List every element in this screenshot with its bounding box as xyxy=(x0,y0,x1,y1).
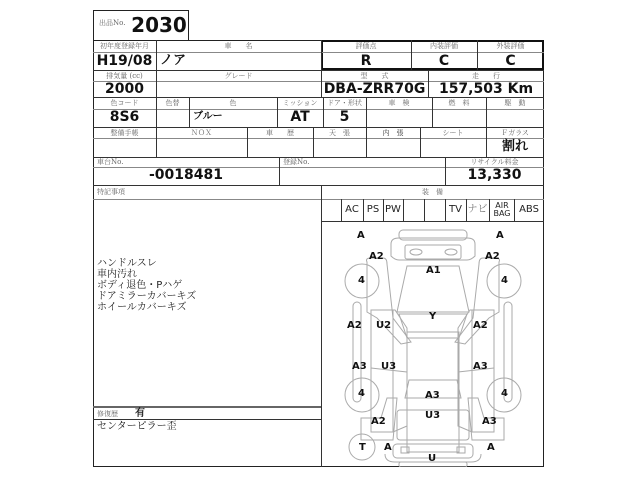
equipment-tv: TV xyxy=(449,204,462,215)
damage-rear-right-wheel: 4 xyxy=(501,388,508,399)
first-reg-label: 初年度登録年月 xyxy=(100,42,149,50)
interior-trim-label: 内 張 xyxy=(382,129,404,137)
interior-grade-value: C xyxy=(438,53,450,69)
recycle-fee-value: 13,330 xyxy=(467,167,522,183)
repair-history-label: 修復歴 xyxy=(97,410,118,418)
fuel-label: 燃 料 xyxy=(448,99,470,107)
damage-rear-left-corner: A xyxy=(384,442,392,453)
equipment-airbag: AIR BAG xyxy=(493,201,511,218)
damage-rear-bumper: U xyxy=(428,453,437,464)
divider xyxy=(93,138,544,139)
displacement-value: 2000 xyxy=(105,81,144,97)
equipment-label: 装 備 xyxy=(422,188,443,196)
lot-number-label: 出品No. xyxy=(99,19,126,27)
divider xyxy=(93,185,544,186)
model-value: DBA-ZRR70G xyxy=(323,81,426,97)
first-reg-value: H19/08 xyxy=(96,53,153,69)
damage-front-right-fender: A2 xyxy=(485,251,500,262)
seat-label: シート xyxy=(442,129,464,137)
damage-front-left-wheel: 4 xyxy=(358,275,365,286)
damage-hood: A1 xyxy=(426,265,441,276)
color-code-label: 色コード xyxy=(110,99,139,107)
color-label: 色 xyxy=(229,99,237,107)
maintenance-book-label: 整備手帳 xyxy=(110,129,139,137)
transmission-value: AT xyxy=(290,109,310,125)
damage-front-left-fender: A2 xyxy=(369,251,384,262)
color-change-label: 色替 xyxy=(165,99,180,107)
car-name-value: ノア xyxy=(160,53,187,68)
note-item: 車内汚れ xyxy=(97,269,137,280)
chassis-number-label: 車台No. xyxy=(97,158,124,166)
exterior-grade-label: 外装評価 xyxy=(496,42,525,50)
repair-history-value: 有 xyxy=(135,408,145,419)
damage-left-rear-door-inner: U3 xyxy=(381,361,397,372)
damage-left-front-door: A2 xyxy=(347,320,362,331)
equipment-abs: ABS xyxy=(519,204,539,215)
special-notes-label: 特記事項 xyxy=(97,188,125,196)
headliner-label: 天 張 xyxy=(329,129,350,137)
mileage-value: 157,503 Km xyxy=(438,81,534,97)
lot-number-value: 2030 xyxy=(131,13,187,37)
divider xyxy=(424,199,425,221)
front-glass-value: 割れ xyxy=(501,139,528,154)
registration-number-label: 登録No. xyxy=(283,158,310,166)
equipment-ps: PS xyxy=(366,204,380,215)
car-damage-diagram xyxy=(321,222,544,467)
damage-rear-right-quarter: A3 xyxy=(482,416,497,427)
inspection-label: 車 検 xyxy=(388,99,410,107)
divider xyxy=(93,406,321,408)
model-label: 型 式 xyxy=(360,72,389,80)
interior-grade-label: 内装評価 xyxy=(430,42,458,50)
mileage-label: 走 行 xyxy=(472,72,500,80)
front-glass-label: Ｆガラス xyxy=(501,129,529,137)
doors-label: ドア・形状 xyxy=(327,99,362,107)
damage-right-front-door: A2 xyxy=(473,320,488,331)
equipment-navi: ナビ xyxy=(467,204,488,215)
recycle-fee-label: リサイクル料金 xyxy=(470,158,519,166)
drive-label: 駆 動 xyxy=(504,99,526,107)
damage-front-right-wheel: 4 xyxy=(501,275,508,286)
damage-rear-left-quarter: A2 xyxy=(371,416,386,427)
damage-front-right-corner: A xyxy=(496,230,504,241)
damage-right-rear-door: A3 xyxy=(473,361,488,372)
score-label: 評価点 xyxy=(355,42,377,50)
exterior-grade-value: C xyxy=(505,53,516,69)
damage-trunk: U3 xyxy=(425,410,441,421)
damage-roof: Y xyxy=(429,311,437,322)
nox-label: ＮＯＸ xyxy=(191,129,212,137)
special-notes-list xyxy=(97,258,317,313)
damage-rear-left-wheel: 4 xyxy=(358,388,365,399)
note-item: ボディ退色・Pハゲ xyxy=(97,280,183,291)
chassis-number-value: -0018481 xyxy=(149,167,223,183)
damage-left-rear-door: A3 xyxy=(352,361,367,372)
damage-rear-right-corner: A xyxy=(487,442,495,453)
divider xyxy=(93,419,321,420)
damage-spare-tire: T xyxy=(359,442,366,453)
history-label: 車 歴 xyxy=(266,129,294,137)
transmission-label: ミッション xyxy=(282,99,318,107)
color-value: ブルー xyxy=(193,111,223,122)
note-item: ドアミラーカバーキズ xyxy=(97,291,197,302)
divider xyxy=(403,199,404,221)
repair-item: センターピラー歪 xyxy=(97,421,177,432)
grade-label: グレード xyxy=(224,72,253,80)
doors-value: 5 xyxy=(339,109,350,125)
score-value: R xyxy=(360,53,372,69)
note-item: ハンドルスレ xyxy=(97,258,157,269)
equipment-ac: AC xyxy=(345,204,359,215)
note-item: ホイールカバーキズ xyxy=(97,302,187,313)
damage-left-front-door-inner: U2 xyxy=(376,320,392,331)
displacement-label: 排気量 (cc) xyxy=(106,72,143,80)
color-code-value: 8S6 xyxy=(109,109,140,125)
car-name-label: 車 名 xyxy=(224,42,253,50)
damage-front-left-corner: A xyxy=(357,230,365,241)
damage-rear-glass: A3 xyxy=(425,390,440,401)
equipment-pw: PW xyxy=(385,204,401,215)
